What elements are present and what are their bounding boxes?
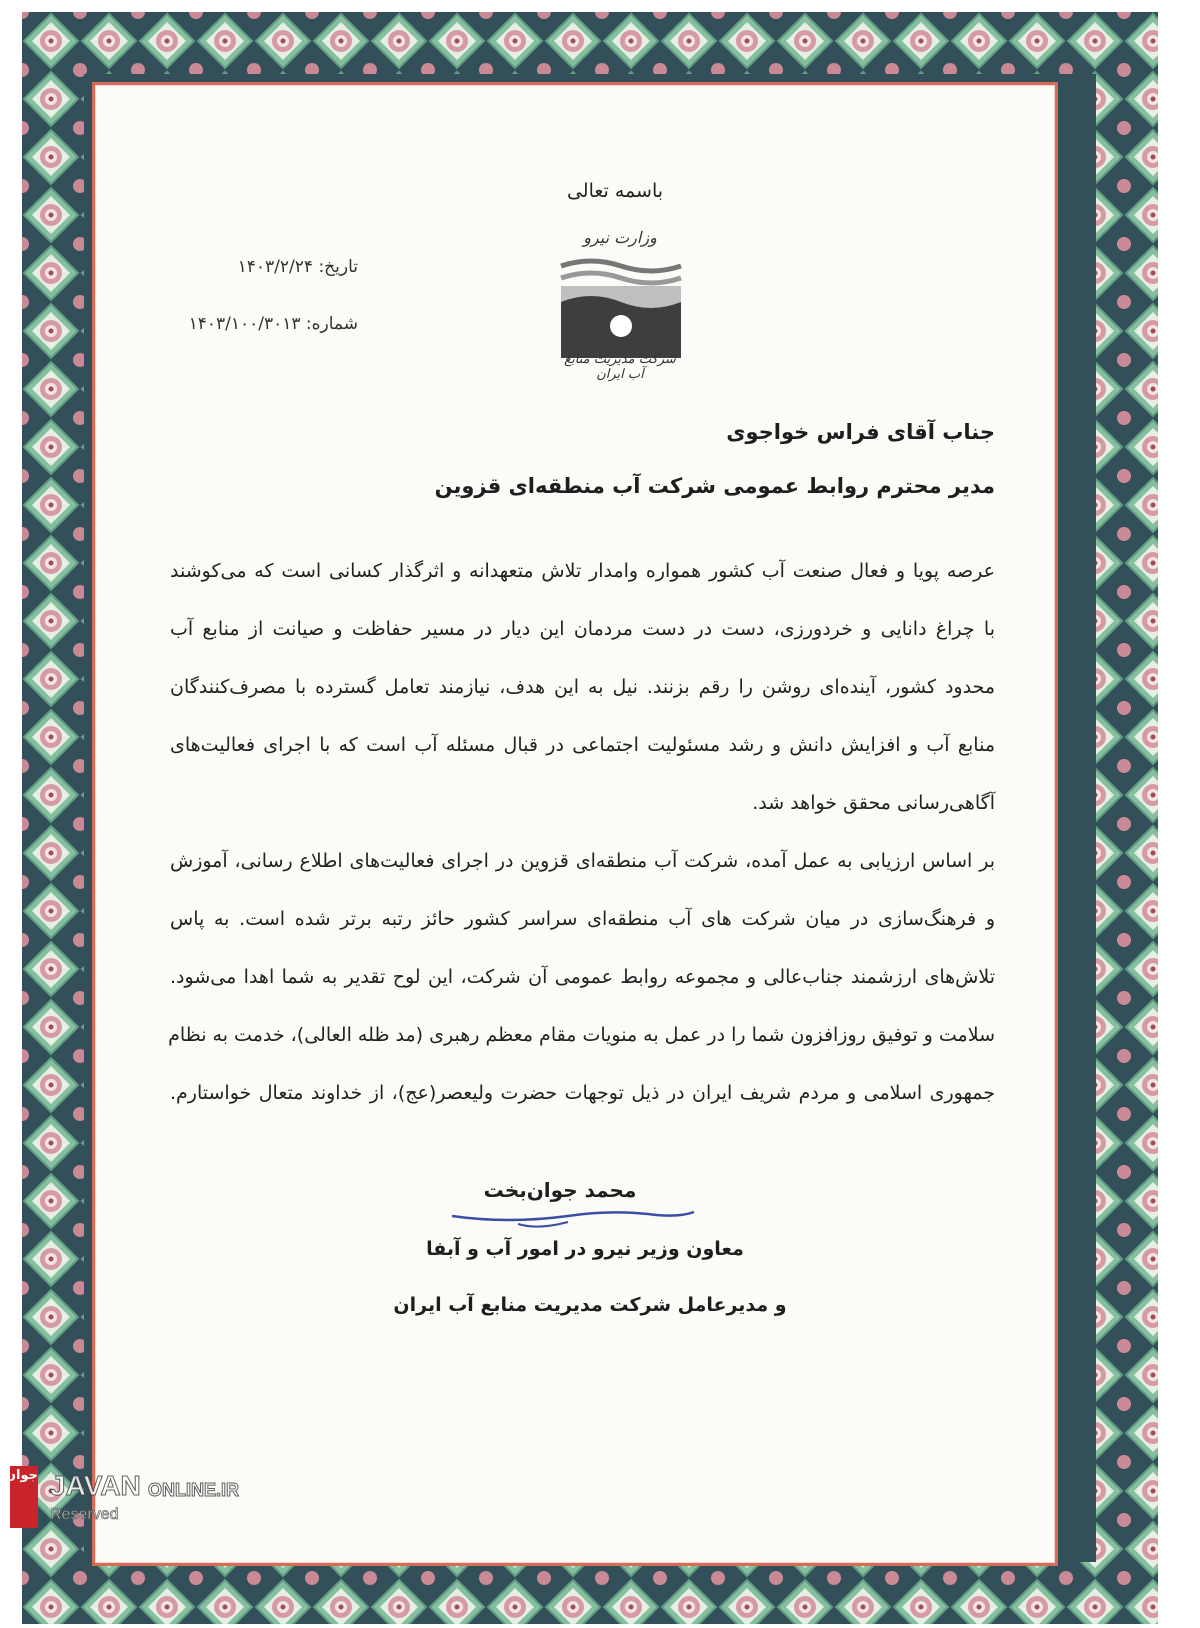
paragraph2-line: بر اساس ارزیابی به عمل آمده، شرکت آب منطقه‌ای قزوین در اجرای فعالیت‌های اطلاع رسانی، آموزش [170, 850, 995, 872]
paragraph2-line: سلامت و توفیق روزافزون شما را در عمل به منویات مقام معظم رهبری (مد ظله العالی)، خدمت به نظام [168, 1024, 995, 1046]
watermark-badge: جوان [10, 1466, 38, 1528]
watermark-reserved: Reserved [50, 1506, 119, 1523]
date-field [238, 257, 358, 277]
date-value: ۱۴۰۳/۲/۲۴ [237, 257, 314, 277]
logo-ministry-text: وزارت نیرو [583, 228, 657, 247]
paragraph1-line: عرصه پویا و فعال صنعت آب کشور همواره وامدار تلاش متعهدانه و اثرگذار کسانی است که می‌کوشند [170, 560, 995, 582]
number-value: ۱۴۰۳/۱۰۰/۳۰۱۳ [188, 314, 301, 334]
logo-company-text: شرکت مدیریت منابع آب ایران [564, 352, 676, 382]
date-label: تاریخ: [318, 257, 358, 277]
number-label: شماره: [305, 314, 358, 334]
paragraph1-line: منابع آب و افزایش دانش و رشد مسئولیت اجتماعی در قبال مسئله آب است که با اجرای فعالیت‌های [170, 734, 995, 756]
signer-name: محمد جوان‌بخت [483, 1178, 637, 1202]
water-waves-icon [555, 252, 685, 362]
paragraph1-line: محدود کشور، آینده‌ای روشن را رقم بزنند. نیل به این هدف، نیازمند تعامل گسترده با مصرف‌کنندگان [170, 676, 995, 698]
site-watermark [4, 1466, 310, 1536]
handwritten-signature [448, 1202, 698, 1232]
watermark-main: JAVAN [50, 1470, 141, 1501]
recipient-name: جناب آقای فراس خواجوی [726, 420, 995, 444]
paragraph2-line: جمهوری اسلامی و مردم شریف ایران در ذیل توجهات حضرت ولیعصر(عج)، از خداوند متعال خواستارم. [170, 1082, 995, 1104]
ministry-logo [555, 228, 685, 384]
paragraph1-line: با چراغ دانایی و خردورزی، دست در دست مردمان این دیار در مسیر حفاظت و صیانت از منابع آب [170, 618, 995, 640]
paragraph1-line: آگاهی‌رسانی محقق خواهد شد. [752, 792, 995, 814]
signer-title-line2: و مدیرعامل شرکت مدیریت منابع آب ایران [393, 1294, 787, 1316]
watermark-sub: ONLINE.IR [148, 1480, 240, 1500]
recipient-title: مدیر محترم روابط عمومی شرکت آب منطقه‌ای قزوین [434, 474, 995, 498]
number-field [189, 314, 358, 334]
basmala-heading: باسمه تعالی [566, 180, 664, 202]
paragraph2-line: تلاش‌های ارزشمند جناب‌عالی و مجموعه روابط عمومی آن شرکت، این لوح تقدیر به شما اهدا می‌شود. [170, 966, 995, 988]
signer-title-line1: معاون وزیر نیرو در امور آب و آبفا [426, 1238, 744, 1260]
paragraph2-line: و فرهنگ‌سازی در میان شرکت های آب منطقه‌ای سراسر کشور حائز رتبه برتر شده است. به پاس [170, 908, 995, 930]
